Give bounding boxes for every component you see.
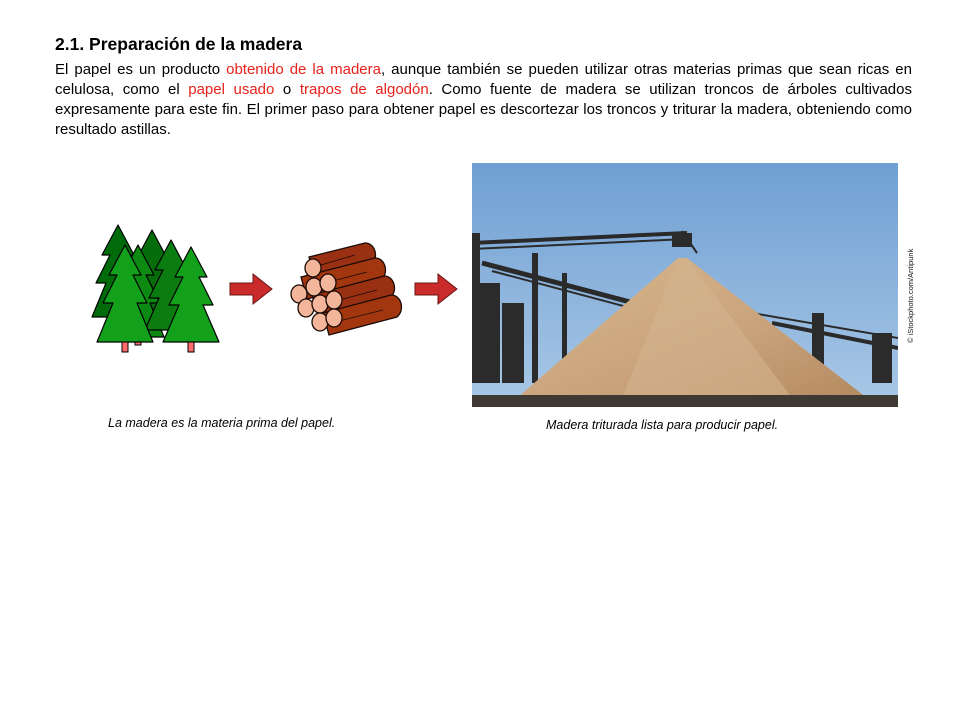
intro-paragraph <box>55 60 912 140</box>
text-segment: . Como fuente de madera se utilizan troncos de árboles cultivados expresamente para este fin. El primer paso para obtener papel es descortezar los troncos y triturar la madera, obteniendo como resultado astillas. <box>55 81 912 138</box>
caption-wood-raw-material: La madera es la materia prima del papel. <box>108 416 336 430</box>
photo-credit: © iStockphoto.com/Antipunk <box>906 248 915 343</box>
caption-crushed-wood: Madera triturada lista para producir papel. <box>546 418 779 432</box>
highlight-wood: obtenido de la madera <box>226 61 381 78</box>
wood-chips-photo <box>472 163 898 407</box>
text-segment: o <box>274 81 300 98</box>
text-segment: , aunque también se pueden utilizar otras materias primas que sean ricas en celulosa, como el <box>55 61 912 98</box>
log-pile-icon <box>291 243 401 335</box>
highlight-cotton-rags: trapos de algodón <box>299 81 429 98</box>
wood-process-diagram <box>85 215 465 365</box>
text-segment: El papel es un producto <box>55 61 227 78</box>
highlight-used-paper: papel usado <box>188 81 275 98</box>
section-title: 2.1. Preparación de la madera <box>55 34 303 54</box>
pine-trees-icon <box>92 225 219 352</box>
arrow-right-icon <box>230 274 272 304</box>
arrow-right-icon <box>415 274 457 304</box>
